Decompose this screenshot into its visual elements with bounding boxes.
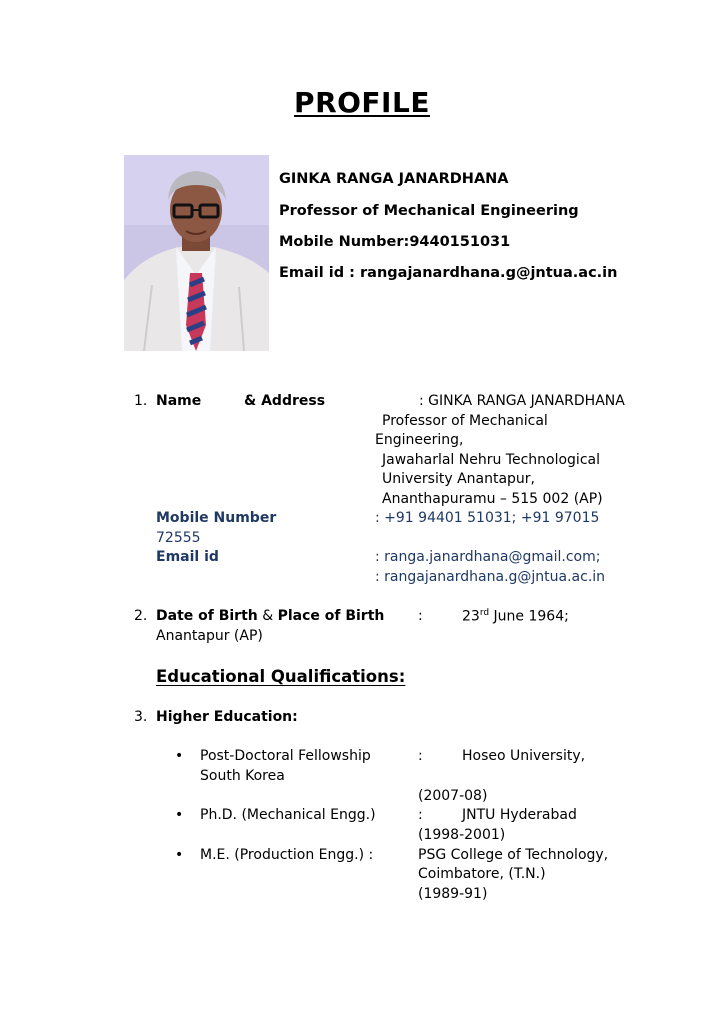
header-mobile: Mobile Number:9440151031 [279,234,511,250]
years-postdoc: (2007-08) [418,788,488,804]
header-designation: Professor of Mechanical Engineering [279,203,579,219]
institution-postdoc: Hoseo University, [462,748,586,764]
degree-postdoc-colon: : [418,748,423,764]
institution-me: PSG College of Technology, [418,847,609,863]
institution-me-continued: Coimbatore, (T.N.) [418,866,546,882]
address-line-1: Professor of Mechanical [382,413,548,429]
degree-phd-colon: : [418,807,423,823]
years-me: (1989-91) [418,886,488,902]
name-value: : GINKA RANGA JANARDHANA [419,393,625,409]
dob-day-suffix: rd [479,608,490,618]
years-phd: (1998-2001) [418,827,506,843]
educational-qualifications-heading: Educational Qualifications: [156,667,406,686]
email-value-1[interactable]: : ranga.janardhana@gmail.com; [375,549,601,565]
dob-date-rest: June 1964; [489,608,569,625]
higher-education-label: Higher Education: [156,709,298,725]
item-number-3: 3. [134,709,148,725]
page-title: PROFILE [294,86,430,119]
header-email: Email id : rangajanardhana.g@jntua.ac.in [279,265,618,281]
institution-phd: JNTU Hyderabad [462,807,577,823]
institution-postdoc-continued: South Korea [200,768,285,784]
degree-phd: Ph.D. (Mechanical Engg.) [200,807,376,823]
email-label: Email id [156,549,219,565]
place-of-birth-value: Anantapur (AP) [156,628,263,644]
dob-label: Date of Birth [156,608,258,624]
bullet-3: • [175,847,184,863]
item-number-1: 1. [134,393,148,409]
address-line-4: University Anantapur, [382,471,536,487]
address-line-2: Engineering, [375,432,464,448]
mobile-label: Mobile Number [156,510,277,526]
dob-value [462,608,569,625]
dob-ampersand: & [262,608,274,624]
dob-colon: : [418,608,423,624]
name-label: Name [156,393,202,409]
mobile-value: : +91 94401 51031; +91 97015 [375,510,600,526]
item-number-2: 2. [134,608,148,624]
profile-photo [124,155,269,351]
degree-postdoc: Post-Doctoral Fellowship [200,748,371,764]
address-label: & Address [244,393,326,409]
mobile-value-continued: 72555 [156,530,201,546]
degree-me: M.E. (Production Engg.) : [200,847,374,863]
pob-label: Place of Birth [277,608,385,624]
dob-day: 23 [462,608,480,625]
bullet-1: • [175,748,184,764]
email-value-2[interactable]: : rangajanardhana.g@jntua.ac.in [375,569,606,585]
dob-label-line [156,608,384,624]
address-line-5: Ananthapuramu – 515 002 (AP) [382,491,603,507]
bullet-2: • [175,807,184,823]
header-name: GINKA RANGA JANARDHANA [279,171,509,187]
address-line-3: Jawaharlal Nehru Technological [382,452,600,468]
